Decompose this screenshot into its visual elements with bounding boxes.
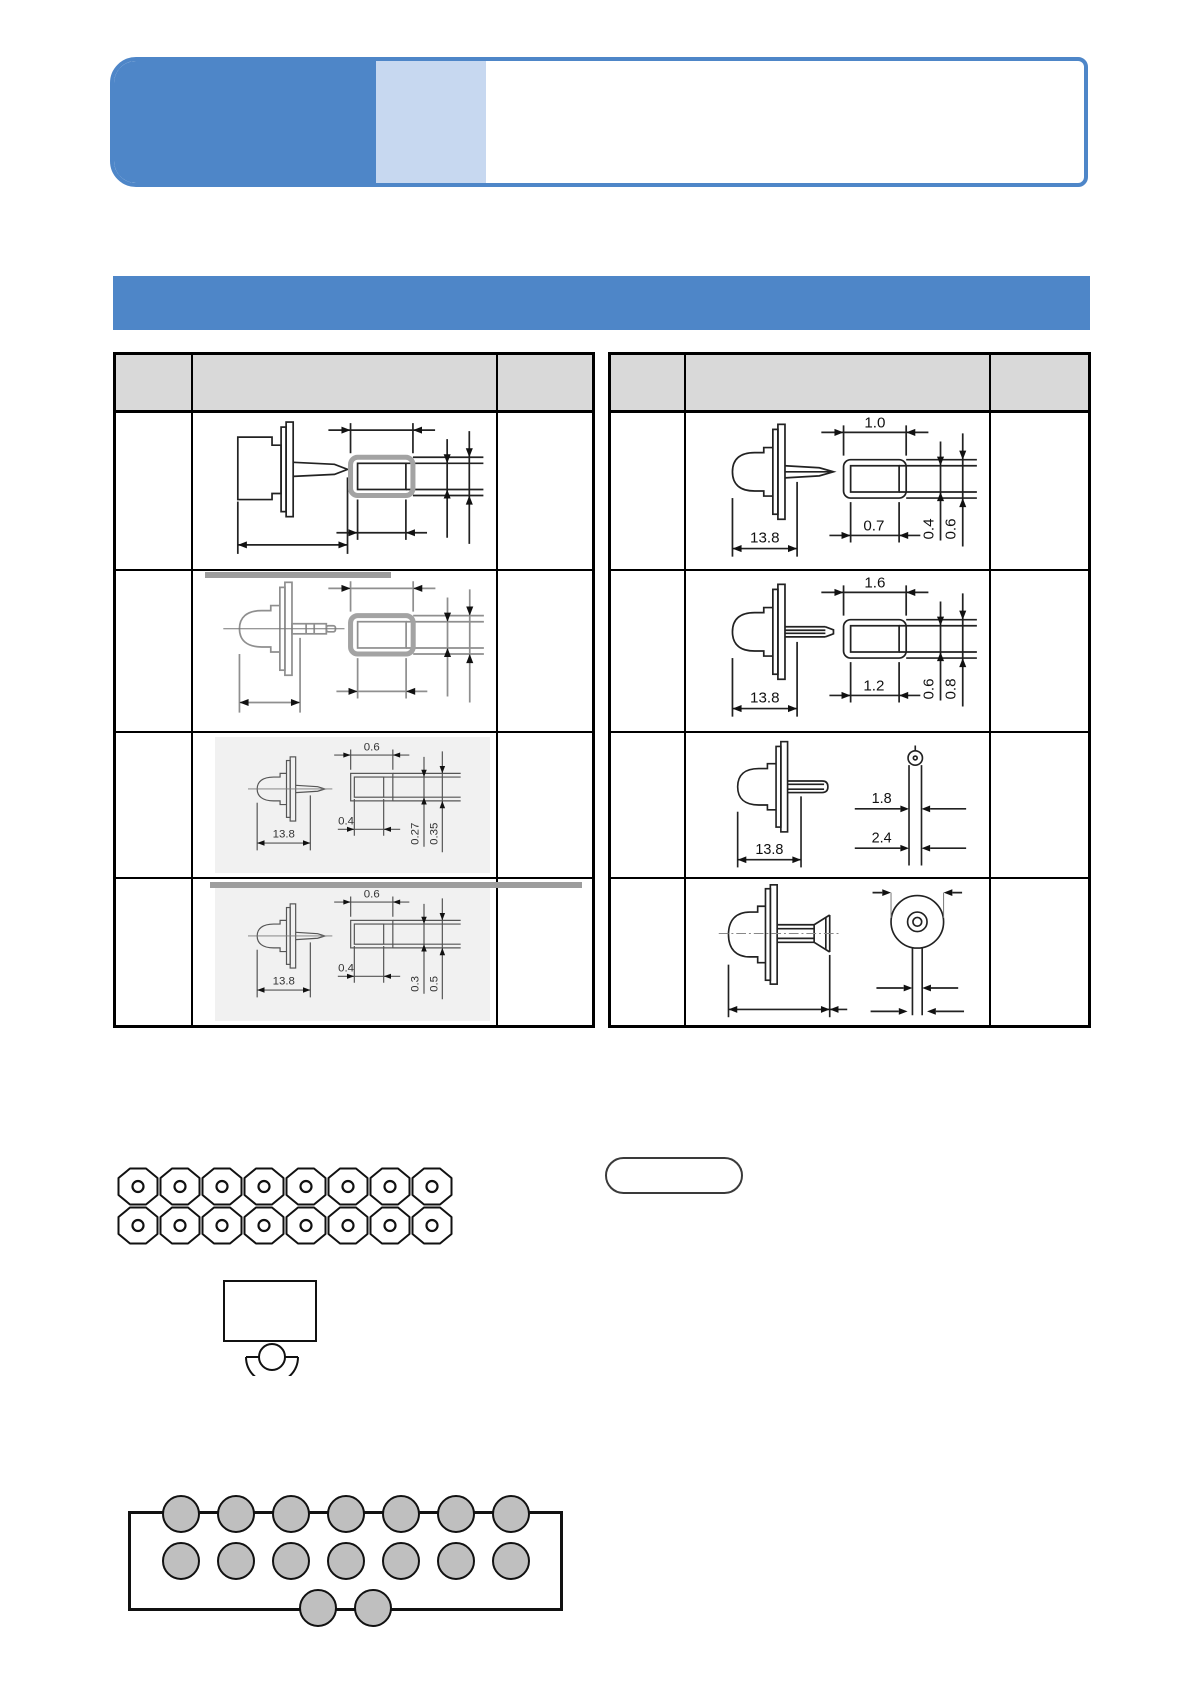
feeder-slot [437,1542,475,1580]
feeder-slot [327,1542,365,1580]
nozzle-top-view [327,1167,369,1206]
nozzle-top-view [117,1167,159,1206]
feeder-slot [354,1589,392,1627]
feeder-slot [437,1495,475,1533]
feeder-slot [492,1495,530,1533]
feeder-slot [162,1495,200,1533]
row-label-cell [611,413,686,571]
nozzle-top-view-grid [117,1167,457,1245]
nozzle-top-view [285,1206,327,1245]
dim-label-pin-outer: 2.4 [871,830,892,847]
column-header-cell [611,355,686,413]
feeder-slot [272,1495,310,1533]
nozzle-diagram-left-4 [193,879,498,1025]
dim-label-v1: 0.27 [409,822,422,845]
nozzle-diagram-right-3 [686,733,991,879]
row-label-cell [116,879,193,1025]
row-label-cell [611,733,686,879]
label-pill [605,1157,743,1194]
column-header-cell [991,355,1088,413]
column-header-cell [498,355,592,413]
scan-artifact-line [205,572,391,578]
header-accent-light [376,61,486,183]
nozzle-top-view [411,1167,453,1206]
nozzle-top-view [369,1167,411,1206]
nozzle-top-view [411,1206,453,1245]
holder-clamp-shape [241,1342,303,1376]
spec-value-cell [991,413,1088,571]
spec-value-cell [498,413,592,571]
nozzle-top-view [201,1167,243,1206]
dim-label-length: 13.8 [272,828,295,841]
feeder-tray-box [128,1511,563,1611]
dim-label-v2: 0.35 [428,822,441,845]
nozzle-top-view [369,1206,411,1245]
nozzle-top-view [243,1167,285,1206]
row-label-cell [116,571,193,733]
nozzle-diagram-right-2 [686,571,991,733]
nozzle-diagram-left-3 [193,733,498,879]
spec-value-cell [498,571,592,733]
nozzle-diagram-left-2 [193,571,498,733]
dim-label-v1: 0.4 [920,518,938,540]
dim-label-top: 0.6 [363,741,380,754]
dim-label-v1: 0.6 [920,678,938,700]
nozzle-diagram-right-4 [686,879,991,1025]
column-header-cell [686,355,991,413]
column-header-cell [193,355,498,413]
column-header-cell [116,355,193,413]
scan-artifact-line [210,882,582,888]
nozzle-top-view [159,1206,201,1245]
section-banner [113,276,1090,330]
nozzle-top-view [117,1206,159,1245]
dim-label-v1: 0.3 [409,975,422,992]
feeder-slot [217,1495,255,1533]
feeder-slot [299,1589,337,1627]
feeder-slot [162,1542,200,1580]
feeder-slot [492,1542,530,1580]
dim-label-v2: 0.5 [428,975,441,992]
dim-label-bottom: 0.4 [338,815,355,828]
nozzle-top-view [327,1206,369,1245]
feeder-slot [382,1542,420,1580]
spec-value-cell [991,571,1088,733]
dim-label-bottom: 1.2 [863,677,885,695]
spec-value-cell [991,879,1088,1025]
row-label-cell [611,879,686,1025]
row-label-cell [116,733,193,879]
dim-label-length: 13.8 [750,529,780,547]
feeder-slot [327,1495,365,1533]
dim-label-bottom: 0.4 [338,962,355,975]
dim-label-length: 13.8 [272,975,295,988]
dim-label-bottom: 0.7 [863,517,885,535]
nozzle-top-view [243,1206,285,1245]
dim-label-pin-inner: 1.8 [871,791,892,808]
spec-value-cell [498,733,592,879]
header-banner [110,57,1088,187]
nozzle-top-view [285,1167,327,1206]
nozzle-diagram-left-1 [193,413,498,571]
dim-label-top: 1.6 [864,574,886,592]
dim-label-length: 13.8 [755,841,784,858]
dim-label-top: 0.6 [363,888,380,901]
feeder-slot [217,1542,255,1580]
feeder-slot [272,1542,310,1580]
dim-label-length: 13.8 [750,689,780,707]
nozzle-top-view [159,1167,201,1206]
holder-rect [223,1280,317,1342]
spec-value-cell [498,879,592,1025]
row-label-cell [116,413,193,571]
nozzle-diagram-right-1 [686,413,991,571]
dim-label-top: 1.0 [864,414,886,432]
dim-label-v2: 0.6 [942,518,960,540]
dim-label-v2: 0.8 [942,678,960,700]
spec-table-right [608,352,1091,1028]
nozzle-top-view [201,1206,243,1245]
feeder-slot [382,1495,420,1533]
spec-value-cell [991,733,1088,879]
spec-table-left [113,352,595,1028]
header-accent-dark [114,61,376,183]
row-label-cell [611,571,686,733]
